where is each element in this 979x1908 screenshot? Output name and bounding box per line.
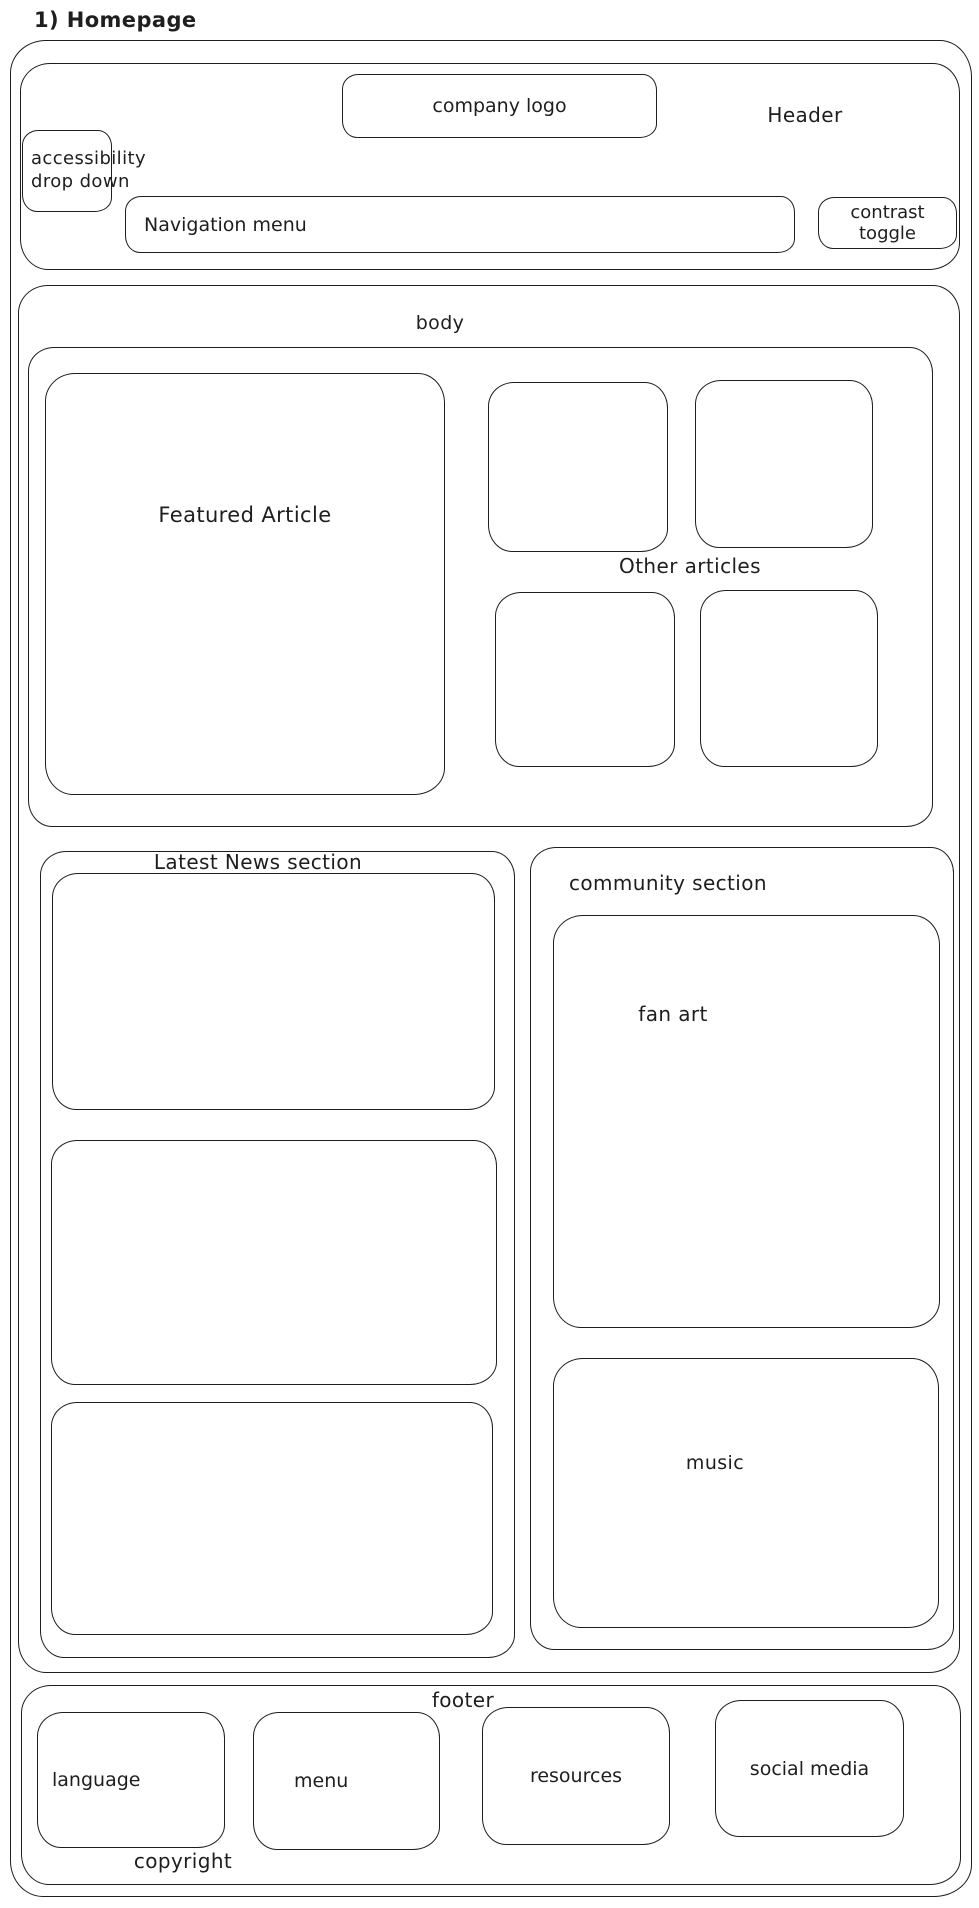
news-card-1[interactable] [52,873,495,1110]
accessibility-dropdown-label [31,147,181,193]
other-article-card-3[interactable] [495,592,675,767]
accessibility-label-line1: accessibility [31,148,146,169]
news-card-2[interactable] [51,1140,497,1385]
music-card[interactable] [553,1358,939,1628]
footer-language-label: language [52,1769,141,1791]
contrast-toggle-label [850,202,924,244]
contrast-label-line1: contrast [850,202,925,223]
footer-resources-label: resources [529,1765,623,1787]
accessibility-label-line2: drop down [31,171,130,192]
body-label: body [415,312,465,334]
company-logo-label: company logo [432,95,567,117]
footer-social-media-box[interactable] [715,1700,904,1837]
other-article-card-4[interactable] [700,590,878,767]
community-section-label: community section [569,871,767,895]
fan-art-card[interactable] [553,915,940,1328]
navigation-menu-box[interactable] [125,196,795,253]
featured-article-card[interactable] [45,373,445,795]
footer-resources-box[interactable] [482,1707,670,1845]
other-articles-label: Other articles [619,554,761,578]
other-article-card-1[interactable] [488,382,668,552]
footer-social-media-label: social media [749,1757,870,1780]
fan-art-label: fan art [638,1002,708,1026]
header-label: Header [767,103,843,127]
featured-article-label: Featured Article [158,503,332,527]
page-title: 1) Homepage [34,8,197,32]
footer-menu-label: menu [294,1770,349,1792]
other-article-card-2[interactable] [695,380,873,548]
footer-language-box[interactable] [37,1712,225,1848]
music-label: music [685,1452,745,1474]
news-card-3[interactable] [51,1402,493,1635]
footer-menu-box[interactable] [253,1712,440,1850]
contrast-toggle-box[interactable] [818,197,957,249]
contrast-label-line2: toggle [859,223,916,244]
footer-label: footer [431,1688,495,1712]
latest-news-label: Latest News section [153,850,363,874]
navigation-menu-label: Navigation menu [144,213,307,236]
copyright-label: copyright [133,1849,233,1873]
company-logo-box [342,74,657,138]
